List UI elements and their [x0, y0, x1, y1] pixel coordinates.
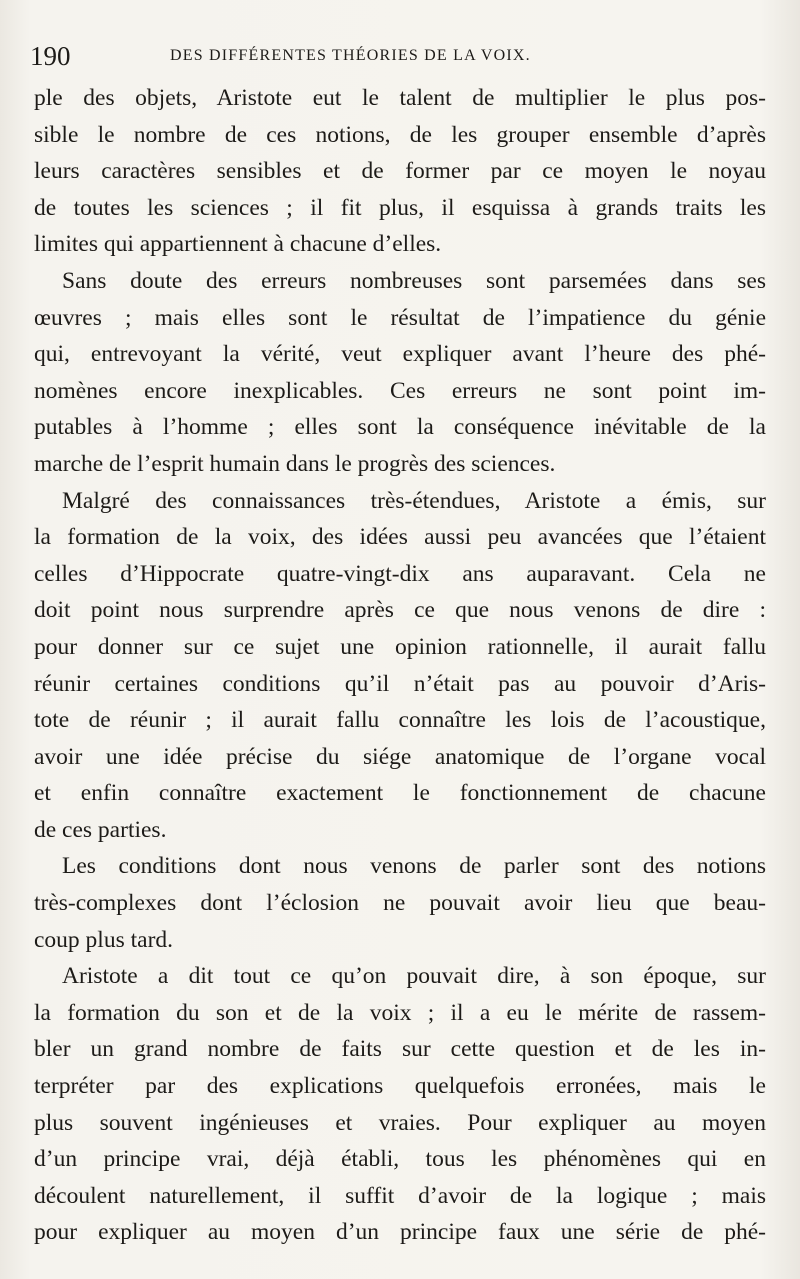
text-line: réunir certaines conditions qu’il n’était pas au pouvoir d’Aris- [34, 670, 766, 697]
text-line: pour expliquer au moyen d’un principe faux une série de phé- [34, 1219, 766, 1246]
text-line: qui, entrevoyant la vérité, veut expliquer avant l’heure des phé- [34, 341, 766, 368]
text-line: marche de l’esprit humain dans le progrès des sciences. [34, 450, 556, 477]
text-line: putables à l’homme ; elles sont la conséquence inévitable de la [34, 414, 766, 441]
paragraph [34, 848, 766, 958]
text-line: terpréter par des explications quelquefois erronées, mais le [34, 1073, 766, 1100]
text-line: nomènes encore inexplicables. Ces erreurs ne sont point im- [34, 377, 766, 404]
text-line: avoir une idée précise du siége anatomique de l’organe vocal [34, 743, 766, 770]
body-text [34, 80, 766, 1251]
text-line: de ces parties. [34, 816, 167, 843]
text-line: Aristote a dit tout ce qu’on pouvait dire, à son époque, sur [62, 963, 766, 990]
page-number: 190 [30, 41, 71, 71]
text-line: leurs caractères sensibles et de former par ce moyen le noyau [34, 158, 766, 185]
text-line: bler un grand nombre de faits sur cette question et de les in- [34, 1036, 766, 1063]
text-line: Les conditions dont nous venons de parler sont des notions [62, 853, 766, 880]
text-line: celles d’Hippocrate quatre-vingt-dix ans auparavant. Cela ne [34, 560, 766, 587]
text-line: tote de réunir ; il aurait fallu connaître les lois de l’acoustique, [34, 707, 766, 734]
text-line: œuvres ; mais elles sont le résultat de l’impatience du génie [34, 304, 766, 331]
paragraph [34, 483, 766, 849]
paragraph [34, 80, 766, 263]
text-line: Malgré des connaissances très-étendues, Aristote a émis, sur [62, 487, 766, 514]
text-line: Sans doute des erreurs nombreuses sont parsemées dans ses [62, 267, 766, 294]
text-line: coup plus tard. [34, 926, 174, 953]
page-header [30, 36, 780, 76]
text-line: sible le nombre de ces notions, de les grouper ensemble d’après [34, 121, 766, 148]
text-line: très-complexes dont l’éclosion ne pouvait avoir lieu que beau- [34, 890, 766, 917]
text-line: la formation de la voix, des idées aussi peu avancées que l’étaient [34, 524, 766, 551]
text-line: limites qui appartiennent à chacune d’elles. [34, 231, 442, 258]
text-line: de toutes les sciences ; il fit plus, il esquissa à grands traits les [34, 194, 766, 221]
paragraph [34, 263, 766, 483]
text-line: ple des objets, Aristote eut le talent de multiplier le plus pos- [34, 85, 766, 111]
text-line: doit point nous surprendre après ce que nous venons de dire : [34, 597, 766, 624]
running-head: DES DIFFÉRENTES THÉORIES DE LA VOIX. [170, 47, 531, 64]
paragraph [34, 958, 766, 1251]
text-line: pour donner sur ce sujet une opinion rationnelle, il aurait fallu [34, 633, 766, 660]
text-line: et enfin connaître exactement le fonctionnement de chacune [34, 780, 766, 807]
text-line: la formation du son et de la voix ; il a eu le mérite de rassem- [34, 999, 766, 1026]
text-line: d’un principe vrai, déjà établi, tous les phénomènes qui en [34, 1146, 766, 1173]
text-line: découlent naturellement, il suffit d’avoir de la logique ; mais [34, 1182, 766, 1209]
text-line: plus souvent ingénieuses et vraies. Pour expliquer au moyen [34, 1109, 766, 1136]
